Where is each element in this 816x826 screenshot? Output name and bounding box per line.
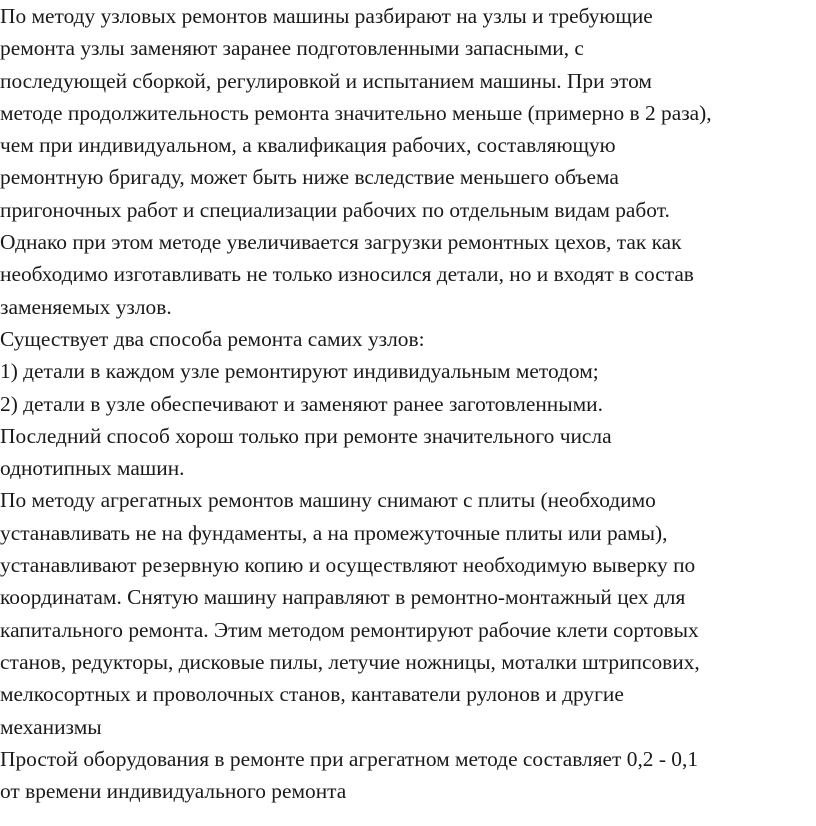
text-line: 2) детали в узле обеспечивают и заменяют ранее заготовленными. bbox=[0, 391, 603, 416]
text-line: заменяемых узлов. bbox=[0, 294, 172, 319]
text-line: 1) детали в каждом узле ремонтируют индивидуальным методом; bbox=[0, 359, 599, 384]
text-line: мелкосортных и проволочных станов, кантаватели рулонов и другие bbox=[0, 682, 624, 707]
text-line: По методу узловых ремонтов машины разбирают на узлы и требующие bbox=[0, 4, 653, 28]
text-line: Простой оборудования в ремонте при агрегатном методе составляет 0,2 - 0,1 bbox=[0, 746, 699, 771]
text-line: последующей сборкой, регулировкой и испытанием машины. При этом bbox=[0, 68, 652, 93]
text-line: координатам. Снятую машину направляют в ремонтно-монтажный цех для bbox=[0, 585, 686, 610]
text-line: чем при индивидуальном, а квалификация рабочих, составляющую bbox=[0, 133, 616, 158]
text-line: устанавливать не на фундаменты, а на промежуточные плиты или рамы), bbox=[0, 520, 668, 545]
text-line: Однако при этом методе увеличивается загрузки ремонтных цехов, так как bbox=[0, 230, 682, 255]
text-line: капитального ремонта. Этим методом ремонтируют рабочие клети сортовых bbox=[0, 617, 699, 642]
text-line: По методу агрегатных ремонтов машину снимают с плиты (необходимо bbox=[0, 488, 656, 513]
text-line: Существует два способа ремонта самих узлов: bbox=[0, 326, 425, 351]
text-line: устанавливают резервную копию и осуществляют необходимую выверку по bbox=[0, 553, 696, 578]
text-line: механизмы bbox=[0, 714, 102, 739]
text-line: пригоночных работ и специализации рабочих по отдельным видам работ. bbox=[0, 197, 670, 222]
text-line: ремонтную бригаду, может быть ниже вследствие меньшего объема bbox=[0, 165, 619, 190]
text-line: станов, редукторы, дисковые пилы, летучие ножницы, моталки штрипсових, bbox=[0, 649, 700, 674]
text-line: Последний способ хорош только при ремонте значительного числа bbox=[0, 423, 612, 448]
text-line: от времени индивидуального ремонта bbox=[0, 779, 347, 804]
text-line: ремонта узлы заменяют заранее подготовленными запасными, с bbox=[0, 36, 584, 61]
text-line: методе продолжительность ремонта значительно меньше (примерно в 2 раза), bbox=[0, 100, 712, 125]
text-line: необходимо изготавливать не только износился детали, но и входят в состав bbox=[0, 262, 694, 287]
text-line: однотипных машин. bbox=[0, 456, 185, 481]
